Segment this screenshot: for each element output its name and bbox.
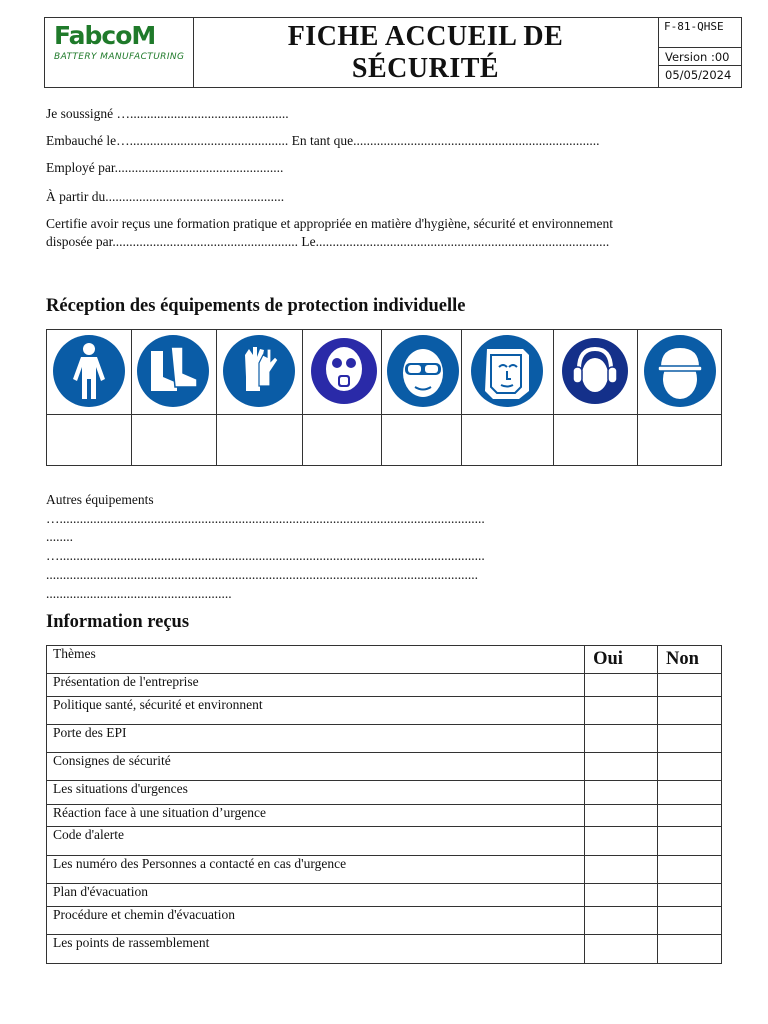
epi-table xyxy=(46,329,722,466)
logo-subtitle: BATTERY MANUFACTURING xyxy=(54,52,185,62)
gas-mask-icon xyxy=(306,333,382,409)
logo xyxy=(45,18,194,87)
form-embauche: Embauché le…............................................... xyxy=(46,133,289,148)
table-row xyxy=(47,781,722,805)
table-row xyxy=(47,827,722,856)
non-cell[interactable] xyxy=(658,884,722,907)
non-cell[interactable] xyxy=(658,827,722,856)
row-theme: Consignes de sécurité xyxy=(47,753,585,781)
non-cell[interactable] xyxy=(658,856,722,884)
oui-cell[interactable] xyxy=(585,805,658,827)
row-theme: Porte des EPI xyxy=(47,725,585,753)
title-line-1: FICHE ACCUEIL DE xyxy=(287,20,564,52)
table-row xyxy=(47,805,722,827)
non-cell[interactable] xyxy=(658,725,722,753)
non-cell[interactable] xyxy=(658,935,722,964)
non-cell[interactable] xyxy=(658,805,722,827)
row-theme: Réaction face à une situation d’urgence xyxy=(47,805,585,827)
info-table xyxy=(46,645,722,964)
table-row xyxy=(47,753,722,781)
ear-protection-icon xyxy=(557,333,633,409)
doc-version: Version :00 xyxy=(659,48,742,66)
safety-boots-icon xyxy=(135,333,211,409)
oui-cell[interactable] xyxy=(585,907,658,935)
document-header xyxy=(44,17,742,88)
document-title xyxy=(193,18,659,87)
logo-word: FabcoM xyxy=(54,21,156,50)
oui-cell[interactable] xyxy=(585,856,658,884)
form-line-soussigne: Je soussigné …............................................... xyxy=(46,106,289,121)
form-en-tant-que: En tant que......................................................................... xyxy=(291,133,600,148)
form-line-a-partir: À partir du..................................................... xyxy=(46,189,285,204)
row-theme: Code d'alerte xyxy=(47,827,585,856)
safety-glasses-icon xyxy=(385,333,461,409)
form-line-certifie: Certifie avoir reçus une formation pratique et appropriée en matière d'hygiène, sécurité et environnement xyxy=(46,216,613,231)
table-row xyxy=(47,935,722,964)
info-header-row xyxy=(47,646,722,674)
form-line-embauche xyxy=(46,133,599,149)
autres-dots-5: ....................................................... xyxy=(46,586,232,601)
autres-label: Autres équipements xyxy=(46,492,154,507)
row-theme: Les situations d'urgences xyxy=(47,781,585,805)
autres-dots-2: ........ xyxy=(46,529,73,544)
document-meta xyxy=(659,18,742,87)
table-row xyxy=(47,674,722,697)
epi-row-separator xyxy=(47,414,721,415)
info-section-title: Information reçus xyxy=(46,612,190,632)
hard-hat-icon xyxy=(642,333,718,409)
col-theme-header: Thèmes xyxy=(47,646,585,674)
non-cell[interactable] xyxy=(658,674,722,697)
table-row xyxy=(47,697,722,725)
oui-cell[interactable] xyxy=(585,935,658,964)
table-row xyxy=(47,856,722,884)
form-line-employe: Employé par.................................................. xyxy=(46,160,284,175)
oui-cell[interactable] xyxy=(585,884,658,907)
autres-dots-3: ….............................................................................................................................. xyxy=(46,548,485,563)
col-non-header: Non xyxy=(658,646,722,674)
non-cell[interactable] xyxy=(658,781,722,805)
form-disposee: disposée par....................................................... xyxy=(46,234,298,249)
oui-cell[interactable] xyxy=(585,697,658,725)
row-theme: Procédure et chemin d'évacuation xyxy=(47,907,585,935)
oui-cell[interactable] xyxy=(585,753,658,781)
oui-cell[interactable] xyxy=(585,725,658,753)
gloves-icon xyxy=(221,333,297,409)
row-theme: Les points de rassemblement xyxy=(47,935,585,964)
row-theme: Les numéro des Personnes a contacté en cas d'urgence xyxy=(47,856,585,884)
coverall-icon xyxy=(51,333,127,409)
doc-date: 05/05/2024 xyxy=(665,68,732,82)
autres-dots-4: ................................................................................................................................ xyxy=(46,567,478,582)
non-cell[interactable] xyxy=(658,753,722,781)
oui-cell[interactable] xyxy=(585,827,658,856)
table-row xyxy=(47,725,722,753)
autres-dots-1: ….............................................................................................................................. xyxy=(46,511,485,526)
row-theme: Présentation de l'entreprise xyxy=(47,674,585,697)
non-cell[interactable] xyxy=(658,907,722,935)
table-row xyxy=(47,907,722,935)
row-theme: Plan d'évacuation xyxy=(47,884,585,907)
form-le: Le....................................................................................... xyxy=(301,234,610,249)
face-shield-icon xyxy=(469,333,545,409)
non-cell[interactable] xyxy=(658,697,722,725)
doc-code: F-81-QHSE xyxy=(659,18,742,48)
oui-cell[interactable] xyxy=(585,674,658,697)
col-oui-header: Oui xyxy=(585,646,658,674)
table-row xyxy=(47,884,722,907)
title-line-2: SÉCURITÉ xyxy=(351,52,500,84)
form-line-disposee xyxy=(46,234,609,250)
epi-section-title: Réception des équipements de protection individuelle xyxy=(46,296,466,316)
row-theme: Politique santé, sécurité et environnent xyxy=(47,697,585,725)
oui-cell[interactable] xyxy=(585,781,658,805)
